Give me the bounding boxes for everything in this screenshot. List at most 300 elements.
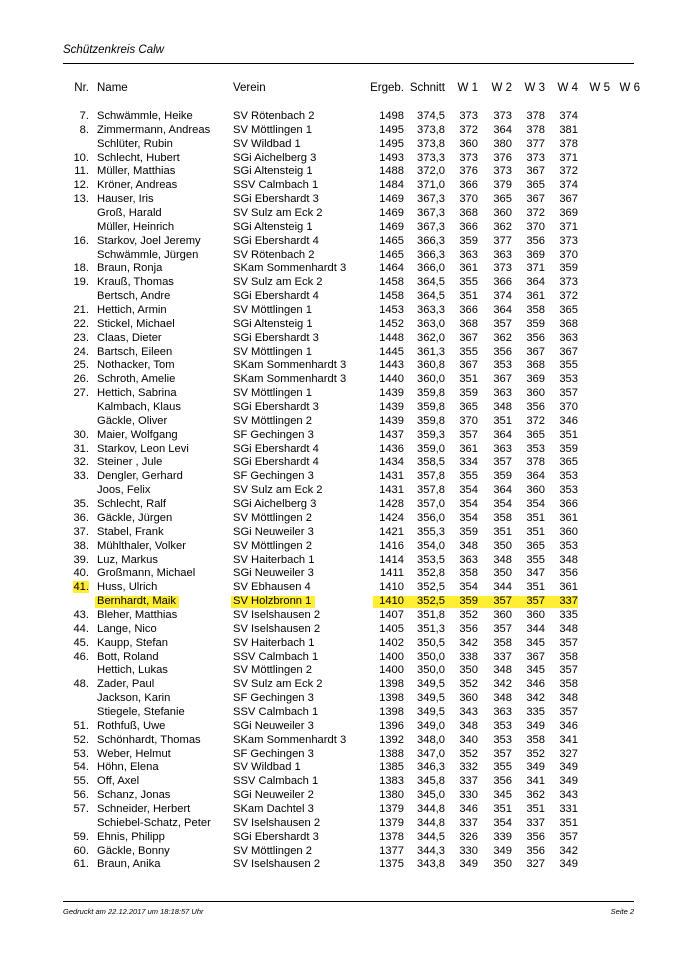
cell-w2: 377 [493,234,512,247]
cell-w1: 337 [459,775,478,788]
cell-w4: 349 [559,858,578,871]
cell-nr: 60. [73,844,89,857]
cell-w4: 351 [559,428,578,441]
table-row [0,110,682,124]
cell-name: Rothfuß, Uwe [97,719,166,732]
cell-w4: 342 [559,844,578,857]
cell-schnitt: 371,0 [417,179,445,192]
cell-name: Braun, Ronja [97,262,163,275]
cell-w4: 356 [559,567,578,580]
cell-w1: 370 [459,193,478,206]
cell-ergeb: 1398 [379,678,404,691]
cell-schnitt: 366,3 [417,234,445,247]
cell-w2: 355 [493,761,512,774]
cell-ergeb: 1385 [379,761,404,774]
table-row [0,359,682,373]
cell-schnitt: 367,3 [417,207,445,220]
cell-w3: 357 [526,595,545,608]
cell-name: Schroth, Amelie [97,373,176,386]
cell-w3: 355 [526,553,545,566]
cell-schnitt: 344,8 [417,816,445,829]
cell-ergeb: 1439 [379,414,404,427]
cell-w4: 337 [559,595,578,608]
cell-nr: 54. [73,761,89,774]
cell-w1: 355 [459,470,478,483]
cell-name: Starkov, Joel Jeremy [97,234,201,247]
cell-ergeb: 1440 [379,373,404,386]
cell-ergeb: 1458 [379,290,404,303]
cell-w1: 366 [459,304,478,317]
cell-nr: 33. [73,470,89,483]
cell-w4: 341 [559,733,578,746]
col-verein: Verein [233,82,266,94]
cell-w1: 368 [459,317,478,330]
cell-ergeb: 1378 [379,830,404,843]
cell-ergeb: 1464 [379,262,404,275]
cell-w1: 359 [459,595,478,608]
cell-w3: 361 [526,290,545,303]
cell-name: Schneider, Herbert [97,802,191,815]
cell-name: Steiner , Jule [97,456,163,469]
cell-w3: 344 [526,622,545,635]
cell-w1: 332 [459,761,478,774]
cell-verein: SV Haiterbach 1 [233,553,315,566]
cell-w2: 344 [493,581,512,594]
cell-w3: 367 [526,345,545,358]
table-row [0,221,682,235]
cell-name: Hettich, Armin [97,304,167,317]
cell-ergeb: 1375 [379,858,404,871]
cell-ergeb: 1498 [379,110,404,122]
cell-ergeb: 1439 [379,387,404,400]
cell-schnitt: 344,3 [417,844,445,857]
cell-nr: 61. [73,858,89,871]
cell-w1: 326 [459,830,478,843]
cell-name: Zader, Paul [97,678,155,691]
cell-w2: 364 [493,123,512,136]
cell-w2: 353 [493,719,512,732]
cell-ergeb: 1469 [379,193,404,206]
cell-name: Weber, Helmut [97,747,171,760]
col-w3: W 3 [524,82,545,94]
cell-ergeb: 1377 [379,844,404,857]
cell-name: Maier, Wolfgang [97,428,178,441]
cell-nr: 18. [73,262,89,275]
cell-nr: 13. [73,193,89,206]
cell-w2: 363 [493,442,512,455]
table-row [0,262,682,276]
cell-ergeb: 1495 [379,137,404,150]
table-row [0,761,682,775]
cell-w4: 351 [559,816,578,829]
cell-w2: 351 [493,802,512,815]
table-row [0,554,682,568]
cell-name: Hauser, Iris [97,193,154,206]
cell-w3: 346 [526,678,545,691]
cell-name: Lange, Nico [97,622,157,635]
cell-verein: SGi Ebershardt 4 [233,234,319,247]
cell-w3: 365 [526,539,545,552]
table-row [0,706,682,720]
table-row [0,748,682,762]
cell-name: Schlecht, Hubert [97,151,180,164]
cell-w2: 348 [493,664,512,677]
cell-nr: 56. [73,789,89,802]
cell-w3: 351 [526,511,545,524]
cell-w2: 356 [493,775,512,788]
cell-ergeb: 1469 [379,220,404,233]
cell-name: Schanz, Jonas [97,789,171,802]
cell-name: Schlecht, Ralf [97,498,167,511]
cell-verein: SGi Neuweiler 3 [233,719,314,732]
cell-w3: 377 [526,137,545,150]
table-row [0,165,682,179]
cell-ergeb: 1453 [379,304,404,317]
table-row [0,775,682,789]
cell-name: Braun, Anika [97,858,161,871]
cell-w2: 374 [493,290,512,303]
cell-w4: 353 [559,484,578,497]
cell-w4: 361 [559,581,578,594]
cell-verein: SGi Aichelberg 3 [233,498,317,511]
cell-w2: 348 [493,401,512,414]
cell-nr: 48. [73,678,89,691]
cell-ergeb: 1484 [379,179,404,192]
cell-nr: 51. [73,719,89,732]
col-w4: W 4 [557,82,578,94]
cell-w3: 360 [526,608,545,621]
cell-verein: SSV Calmbach 1 [233,775,319,788]
table-row [0,470,682,484]
cell-w2: 379 [493,179,512,192]
cell-nr: 55. [73,775,89,788]
cell-w2: 357 [493,456,512,469]
cell-w3: 364 [526,276,545,289]
cell-w4: 357 [559,830,578,843]
cell-nr: 57. [73,802,89,815]
cell-w4: 372 [559,165,578,178]
cell-ergeb: 1439 [379,401,404,414]
cell-nr: 36. [73,511,89,524]
cell-verein: SKam Sommenhardt 3 [233,733,347,746]
cell-w4: 365 [559,304,578,317]
cell-schnitt: 360,8 [417,359,445,372]
cell-name: Mühlthaler, Volker [97,539,186,552]
cell-w3: 372 [526,207,545,220]
cell-nr: 32. [73,456,89,469]
col-w5: W 5 [589,82,610,94]
page-number: Seite 2 [610,907,634,916]
cell-w4: 366 [559,498,578,511]
cell-w4: 368 [559,317,578,330]
cell-verein: SV Sulz am Eck 2 [233,484,323,497]
cell-w4: 357 [559,636,578,649]
cell-w1: 368 [459,207,478,220]
cell-verein: SGi Neuweiler 3 [233,525,314,538]
cell-nr: 35. [73,498,89,511]
cell-w4: 353 [559,470,578,483]
cell-verein: SGi Ebershardt 3 [233,401,319,414]
cell-w2: 360 [493,207,512,220]
cell-verein: SKam Sommenhardt 3 [233,373,347,386]
cell-w1: 352 [459,608,478,621]
cell-ergeb: 1421 [379,525,404,538]
cell-schnitt: 354,0 [417,539,445,552]
cell-verein: SF Gechingen 3 [233,692,314,705]
cell-w1: 354 [459,484,478,497]
cell-w4: 335 [559,608,578,621]
cell-w1: 355 [459,345,478,358]
cell-w1: 357 [459,428,478,441]
table-row [0,498,682,512]
print-timestamp: Gedruckt am 22.12.2017 um 18:18:57 Uhr [63,907,204,916]
cell-w1: 354 [459,511,478,524]
cell-w4: 348 [559,692,578,705]
cell-schnitt: 352,5 [417,581,445,594]
cell-schnitt: 345,8 [417,775,445,788]
cell-verein: SSV Calmbach 1 [233,179,319,192]
cell-schnitt: 359,8 [417,401,445,414]
cell-w2: 353 [493,359,512,372]
cell-nr: 44. [73,622,89,635]
cell-w3: 367 [526,650,545,663]
table-row [0,138,682,152]
cell-w4: 370 [559,248,578,261]
cell-nr: 27. [73,387,89,400]
cell-verein: SGi Neuweiler 3 [233,567,314,580]
cell-w4: 346 [559,719,578,732]
cell-w3: 351 [526,802,545,815]
table-row [0,664,682,678]
cell-schnitt: 359,3 [417,428,445,441]
cell-w4: 349 [559,761,578,774]
cell-schnitt: 343,8 [417,858,445,871]
cell-schnitt: 373,8 [417,137,445,150]
cell-w4: 374 [559,179,578,192]
table-row [0,720,682,734]
cell-name: Off, Axel [97,775,140,788]
cell-verein: SV Möttlingen 2 [233,539,312,552]
table-row [0,803,682,817]
cell-w1: 366 [459,179,478,192]
cell-ergeb: 1452 [379,317,404,330]
cell-name: Müller, Matthias [97,165,176,178]
cell-verein: SKam Sommenhardt 3 [233,359,347,372]
table-row [0,581,682,595]
table-row [0,415,682,429]
table-row [0,318,682,332]
header-rule [63,63,634,64]
cell-w3: 378 [526,456,545,469]
table-row [0,484,682,498]
cell-nr: 7. [79,110,89,122]
cell-w2: 356 [493,345,512,358]
cell-w1: 352 [459,678,478,691]
cell-w1: 363 [459,248,478,261]
cell-schnitt: 350,0 [417,650,445,663]
cell-w1: 358 [459,567,478,580]
cell-ergeb: 1379 [379,802,404,815]
cell-w1: 342 [459,636,478,649]
cell-schnitt: 355,3 [417,525,445,538]
cell-name: Schiebel-Schatz, Peter [97,816,211,829]
cell-w4: 367 [559,345,578,358]
cell-verein: SF Gechingen 3 [233,428,314,441]
cell-ergeb: 1414 [379,553,404,566]
cell-verein: SV Wildbad 1 [233,761,301,774]
cell-ergeb: 1400 [379,650,404,663]
cell-w1: 355 [459,276,478,289]
cell-schnitt: 344,5 [417,830,445,843]
table-row [0,831,682,845]
cell-ergeb: 1428 [379,498,404,511]
cell-w4: 365 [559,456,578,469]
cell-nr: 24. [73,345,89,358]
cell-w3: 335 [526,705,545,718]
cell-nr: 39. [73,553,89,566]
table-row [0,651,682,665]
cell-w1: 354 [459,498,478,511]
cell-schnitt: 374,5 [417,110,445,122]
cell-w3: 356 [526,234,545,247]
cell-w3: 359 [526,317,545,330]
table-row [0,207,682,221]
cell-name: Schwämmle, Jürgen [97,248,199,261]
cell-schnitt: 363,0 [417,317,445,330]
cell-schnitt: 359,8 [417,414,445,427]
cell-w2: 358 [493,636,512,649]
cell-ergeb: 1380 [379,789,404,802]
cell-nr: 30. [73,428,89,441]
cell-w2: 359 [493,470,512,483]
cell-ergeb: 1405 [379,622,404,635]
cell-w2: 342 [493,678,512,691]
cell-w3: 358 [526,304,545,317]
cell-ergeb: 1465 [379,248,404,261]
cell-ergeb: 1448 [379,331,404,344]
cell-w2: 363 [493,387,512,400]
cell-ergeb: 1493 [379,151,404,164]
cell-w1: 359 [459,234,478,247]
cell-w1: 348 [459,539,478,552]
cell-schnitt: 344,8 [417,802,445,815]
cell-w2: 362 [493,220,512,233]
cell-ergeb: 1445 [379,345,404,358]
table-row [0,373,682,387]
cell-verein: SGi Altensteig 1 [233,165,313,178]
cell-w2: 339 [493,830,512,843]
cell-ergeb: 1400 [379,664,404,677]
cell-verein: SGi Neuweiler 2 [233,789,314,802]
cell-ergeb: 1431 [379,470,404,483]
table-row [0,845,682,859]
cell-name: Huss, Ulrich [97,581,158,594]
cell-nr: 38. [73,539,89,552]
cell-verein: SV Wildbad 1 [233,137,301,150]
cell-w2: 376 [493,151,512,164]
cell-w2: 360 [493,608,512,621]
cell-ergeb: 1410 [379,595,404,608]
cell-ergeb: 1410 [379,581,404,594]
cell-verein: SSV Calmbach 1 [233,705,319,718]
table-row [0,276,682,290]
document-title: Schützenkreis Calw [63,44,164,56]
table-row [0,637,682,651]
cell-w2: 357 [493,595,512,608]
cell-w1: 352 [459,747,478,760]
cell-w1: 346 [459,802,478,815]
cell-w2: 373 [493,165,512,178]
cell-w2: 357 [493,317,512,330]
cell-name: Schlüter, Rubin [97,137,173,150]
cell-w4: 373 [559,234,578,247]
cell-w3: 378 [526,123,545,136]
cell-name: Gäckle, Bonny [97,844,170,857]
cell-name: Gäckle, Oliver [97,414,168,427]
cell-w4: 353 [559,539,578,552]
cell-name: Groß, Harald [97,207,162,220]
cell-ergeb: 1469 [379,207,404,220]
cell-w1: 359 [459,525,478,538]
cell-verein: SV Rötenbach 2 [233,110,315,122]
cell-w2: 364 [493,484,512,497]
cell-w2: 367 [493,373,512,386]
cell-w1: 340 [459,733,478,746]
table-row [0,443,682,457]
cell-schnitt: 366,3 [417,248,445,261]
cell-verein: SV Möttlingen 2 [233,511,312,524]
cell-schnitt: 372,0 [417,165,445,178]
cell-w1: 338 [459,650,478,663]
cell-verein: SGi Ebershardt 3 [233,193,319,206]
cell-schnitt: 352,5 [417,595,445,608]
cell-w2: 362 [493,331,512,344]
cell-w4: 371 [559,220,578,233]
cell-schnitt: 363,3 [417,304,445,317]
cell-w2: 350 [493,858,512,871]
col-schnitt: Schnitt [409,82,445,94]
cell-schnitt: 357,8 [417,484,445,497]
cell-name: Claas, Dieter [97,331,162,344]
cell-w1: 349 [459,858,478,871]
column-header-row [0,82,640,97]
cell-w3: 354 [526,498,545,511]
col-ergeb: Ergeb. [370,82,404,94]
table-row [0,346,682,360]
cell-nr: 23. [73,331,89,344]
cell-w4: 367 [559,193,578,206]
cell-schnitt: 351,3 [417,622,445,635]
table-row [0,456,682,470]
table-row [0,152,682,166]
cell-schnitt: 357,0 [417,498,445,511]
cell-schnitt: 356,0 [417,511,445,524]
cell-ergeb: 1434 [379,456,404,469]
cell-name: Nothacker, Tom [97,359,175,372]
cell-w1: 359 [459,387,478,400]
cell-w1: 330 [459,844,478,857]
cell-w3: 358 [526,733,545,746]
cell-name: Hettich, Lukas [97,664,168,677]
cell-schnitt: 349,0 [417,719,445,732]
cell-w2: 373 [493,110,512,122]
cell-name: Ehnis, Philipp [97,830,165,843]
cell-name: Höhn, Elena [97,761,159,774]
cell-verein: SV Möttlingen 1 [233,123,312,136]
cell-ergeb: 1402 [379,636,404,649]
cell-w2: 364 [493,428,512,441]
cell-w3: 345 [526,664,545,677]
